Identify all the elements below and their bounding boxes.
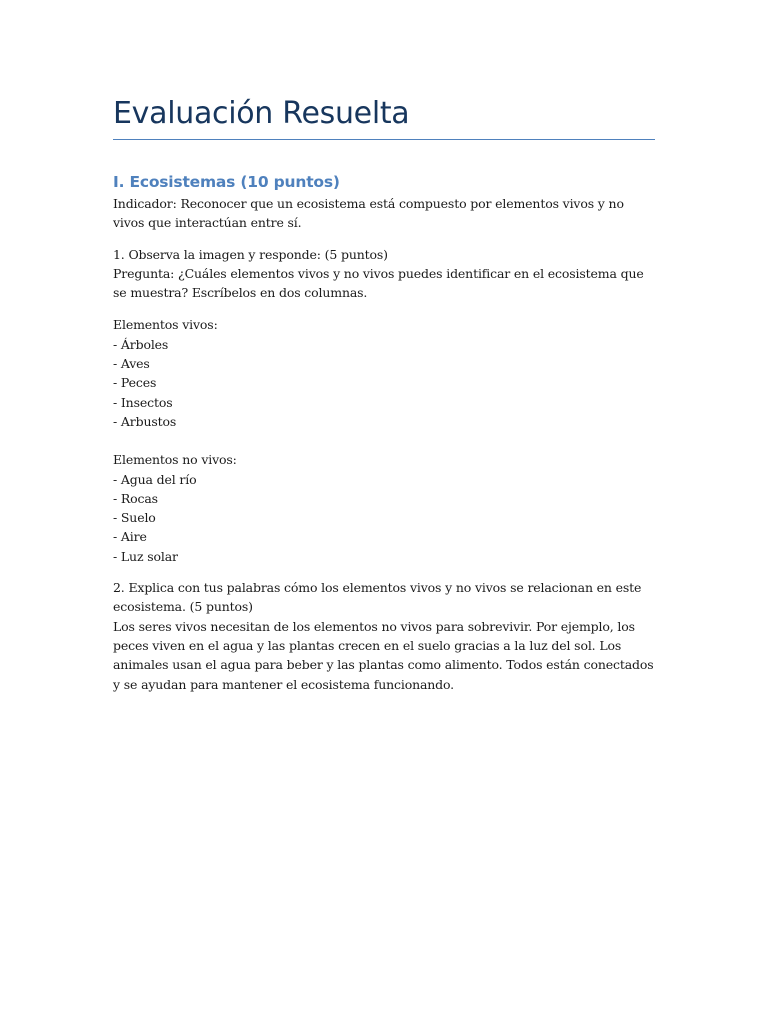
list-item: - Peces xyxy=(113,375,157,391)
list-item: - Aves xyxy=(113,356,150,372)
question-2-answer: Los seres vivos necesitan de los elementos no vivos para sobrevivir. Por ejemplo, los peces viven en el agua y las plantas crecen en el suelo gracias a la luz del sol. Los animales usan el agua para beber y las plantas como alimento. Todos están conectados y se ayudan para mantener el ecosistema funcionando. xyxy=(113,618,654,692)
question-1-title: 1. Observa la imagen y responde: (5 puntos) xyxy=(113,246,388,262)
list-item: - Arbustos xyxy=(113,413,177,429)
nonliving-elements-list xyxy=(113,470,658,566)
list-item: - Luz solar xyxy=(113,548,178,564)
section-heading: I. Ecosistemas (10 puntos) xyxy=(113,173,340,191)
list-item: - Agua del río xyxy=(113,471,197,487)
list-item: - Rocas xyxy=(113,490,158,506)
section-ecosistemas xyxy=(113,170,658,694)
list-item: - Insectos xyxy=(113,394,173,410)
nonliving-elements-heading: Elementos no vivos: xyxy=(113,452,237,468)
document-title: Evaluación Resuelta xyxy=(113,96,410,131)
living-elements-heading: Elementos vivos: xyxy=(113,317,218,333)
living-elements-list xyxy=(113,335,658,431)
title-divider xyxy=(113,139,655,140)
list-item: - Suelo xyxy=(113,510,156,526)
list-item: - Árboles xyxy=(113,336,169,352)
question-2-title: 2. Explica con tus palabras cómo los elementos vivos y no vivos se relacionan en este ecosistema. (5 puntos) xyxy=(113,580,642,615)
list-item: - Aire xyxy=(113,529,147,545)
question-1-prompt: Pregunta: ¿Cuáles elementos vivos y no vivos puedes identificar en el ecosistema que se muestra? Escríbelos en dos columnas. xyxy=(113,265,644,301)
indicator-text: Indicador: Reconocer que un ecosistema está compuesto por elementos vivos y no vivos que interactúan entre sí. xyxy=(113,196,624,231)
